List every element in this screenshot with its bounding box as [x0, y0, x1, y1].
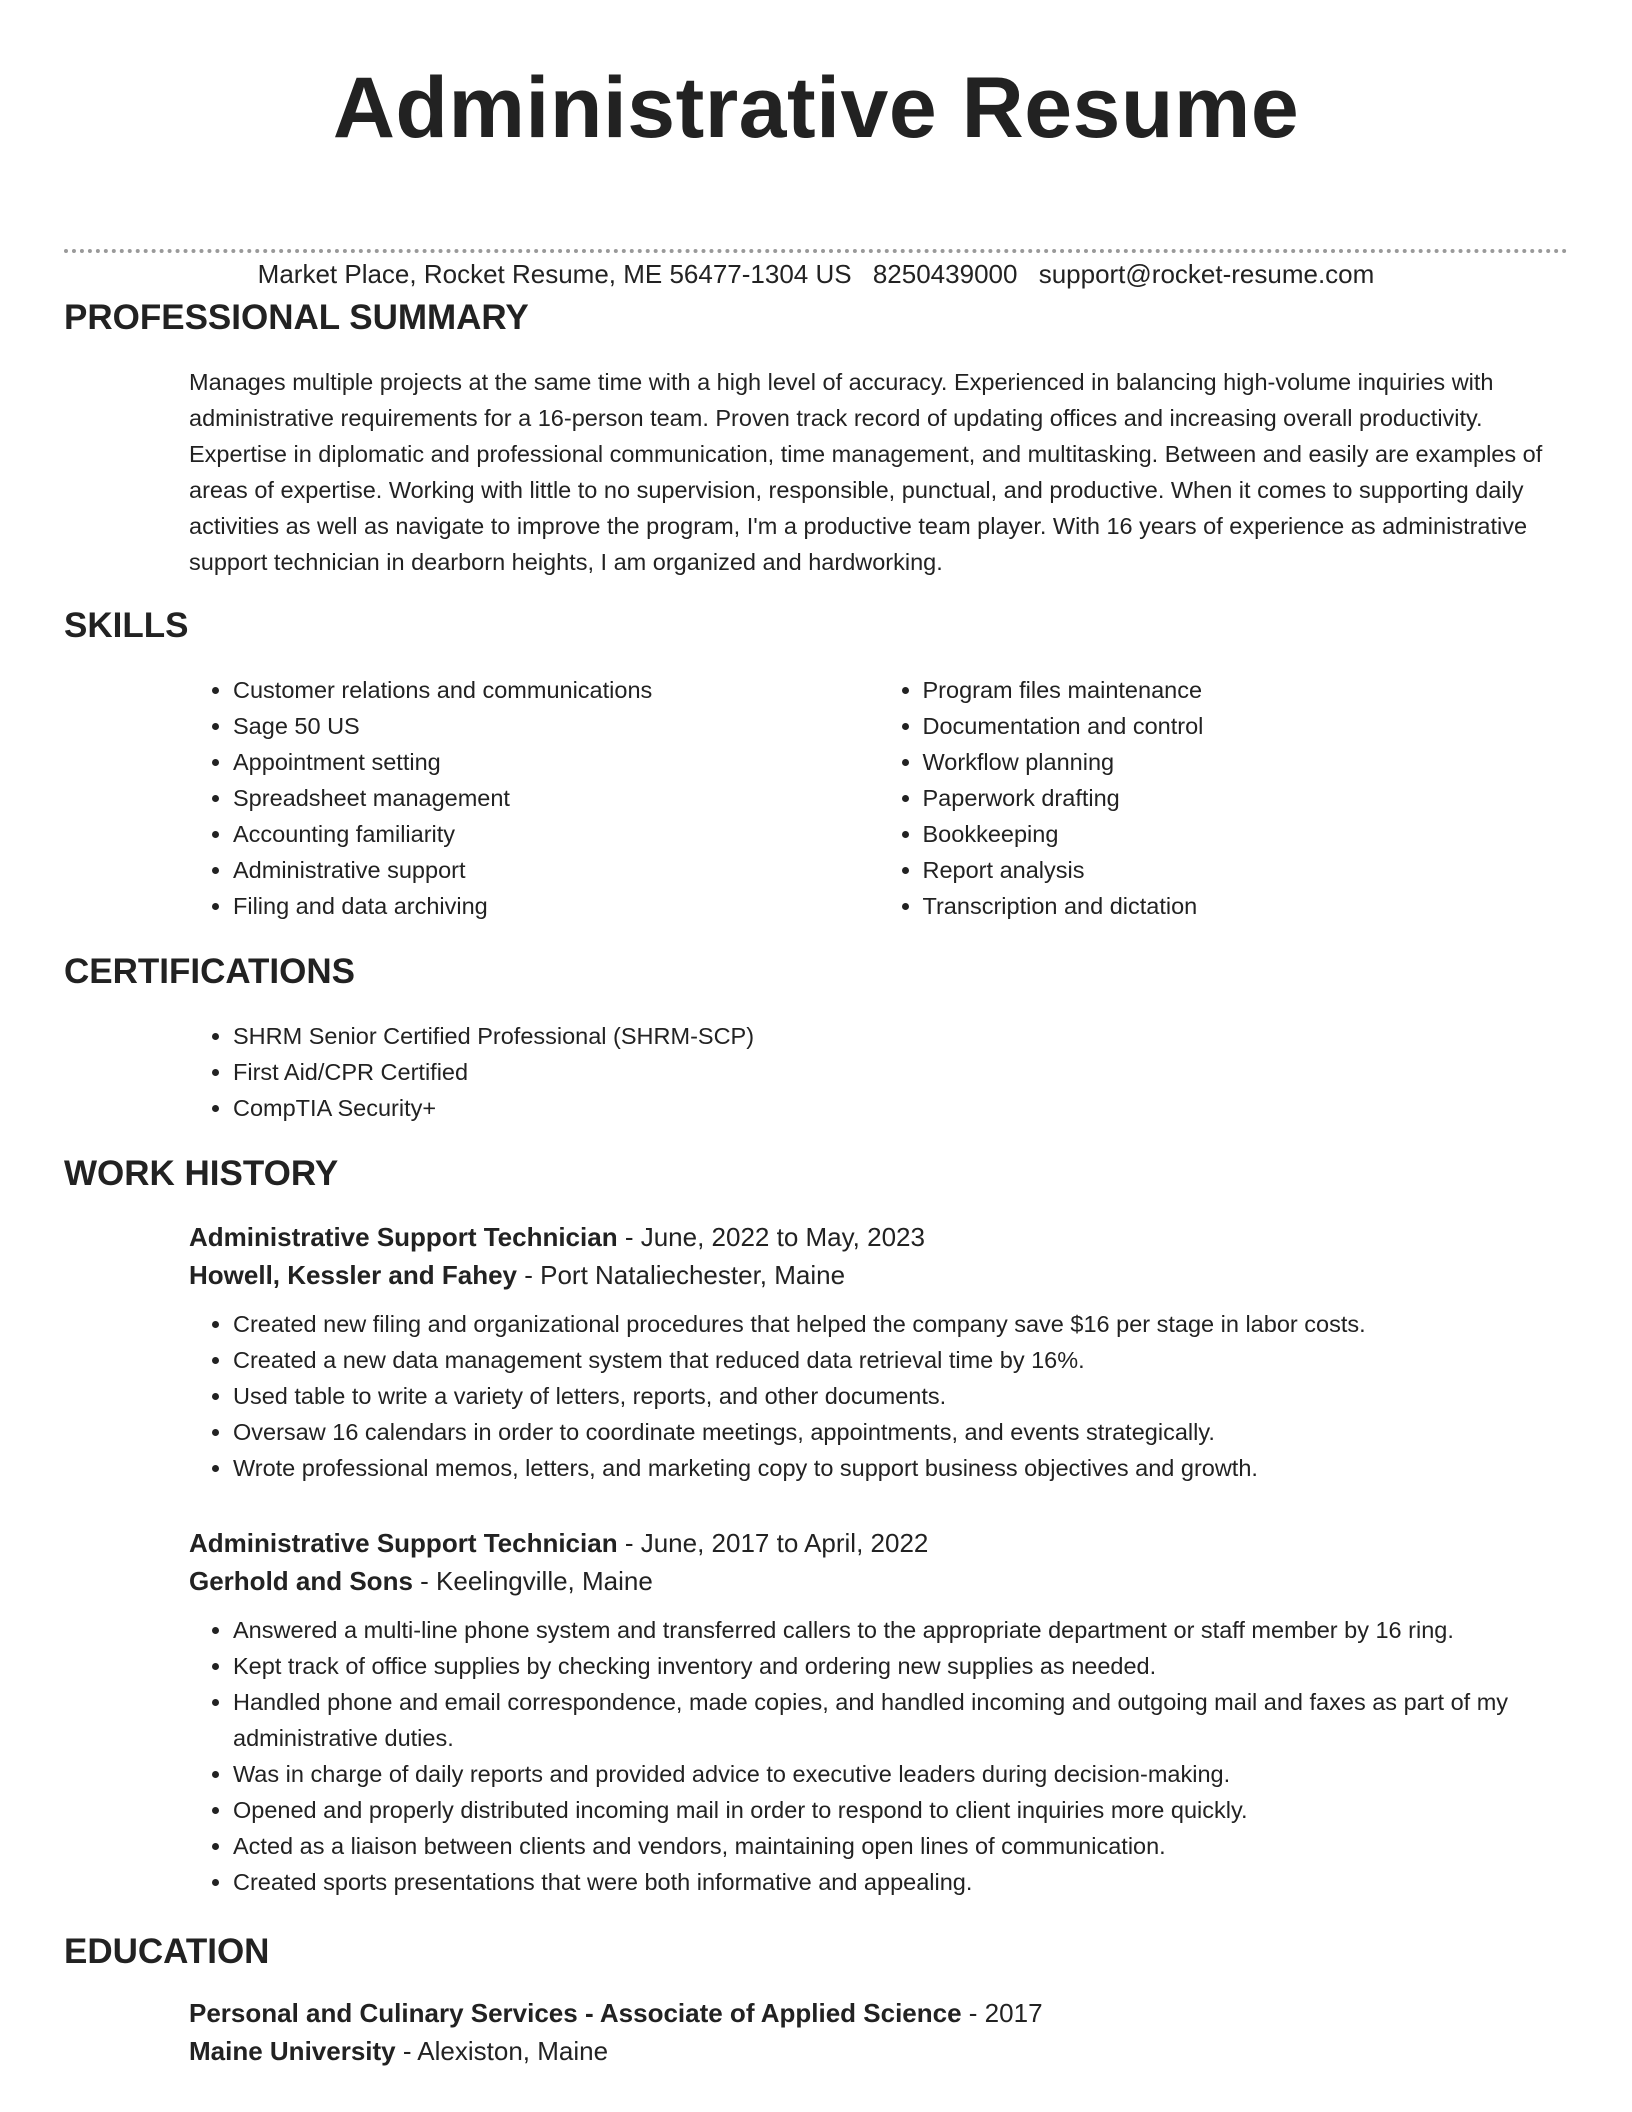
skill-item: • Accounting familiarity: [233, 816, 879, 852]
job-dates: - June, 2022 to May, 2023: [617, 1222, 925, 1252]
job-bullet: • Was in charge of daily reports and provided advice to executive leaders during decision-making.: [233, 1756, 1568, 1792]
job-location: - Port Nataliechester, Maine: [517, 1260, 846, 1290]
job-dates: - June, 2017 to April, 2022: [617, 1528, 929, 1558]
skill-item: • Transcription and dictation: [923, 888, 1569, 924]
skill-item: • Administrative support: [233, 852, 879, 888]
job-company: Howell, Kessler and Fahey: [189, 1260, 518, 1290]
job-bullet: • Kept track of office supplies by checking inventory and ordering new supplies as needed.: [233, 1648, 1568, 1684]
job-bullet: • Opened and properly distributed incoming mail in order to respond to client inquiries more quickly.: [233, 1792, 1568, 1828]
job-company-line: [189, 1562, 1568, 1600]
job-bullet: • Handled phone and email correspondence, made copies, and handled incoming and outgoing mail and faxes as part of my administrative duties.: [233, 1684, 1568, 1756]
skill-item: • Documentation and control: [923, 708, 1569, 744]
job-bullet: • Wrote professional memos, letters, and marketing copy to support business objectives and growth.: [233, 1450, 1568, 1486]
skill-item: • Report analysis: [923, 852, 1569, 888]
job-company: Gerhold and Sons: [189, 1566, 413, 1596]
skill-item: • Workflow planning: [923, 744, 1569, 780]
skills-list-right: [879, 672, 1569, 924]
summary-title: PROFESSIONAL SUMMARY: [64, 298, 529, 337]
job-title-line: [189, 1218, 1568, 1256]
skill-item: • Paperwork drafting: [923, 780, 1569, 816]
job-bullet: • Acted as a liaison between clients and vendors, maintaining open lines of communication.: [233, 1828, 1568, 1864]
skill-item: • Appointment setting: [233, 744, 879, 780]
header-divider: [64, 249, 1568, 253]
job-title-line: [189, 1524, 1568, 1562]
contact-address: Market Place, Rocket Resume, ME 56477-1304 US: [257, 259, 852, 289]
education-year: - 2017: [961, 1998, 1043, 2028]
job-bullet: • Created a new data management system that reduced data retrieval time by 16%.: [233, 1342, 1568, 1378]
skill-item: • Spreadsheet management: [233, 780, 879, 816]
job-entry: [189, 1218, 1568, 1486]
job-company-line: [189, 1256, 1568, 1294]
job-entry: [189, 1524, 1568, 1900]
skill-item: • Customer relations and communications: [233, 672, 879, 708]
job-bullet: • Created sports presentations that were both informative and appealing.: [233, 1864, 1568, 1900]
education-entry: [189, 1994, 1568, 2070]
contact-phone: 8250439000: [872, 259, 1018, 289]
education-school-line: [189, 2032, 1568, 2070]
education-title: EDUCATION: [64, 1932, 270, 1971]
work-history-title: WORK HISTORY: [64, 1154, 339, 1193]
job-bullets: [189, 1306, 1568, 1486]
skill-item: • Bookkeeping: [923, 816, 1569, 852]
job-bullet: • Used table to write a variety of letters, reports, and other documents.: [233, 1378, 1568, 1414]
job-role: Administrative Support Technician: [189, 1222, 618, 1252]
certifications-title: CERTIFICATIONS: [64, 952, 356, 991]
certifications-list: [189, 1018, 1568, 1126]
job-bullet: • Oversaw 16 calendars in order to coordinate meetings, appointments, and events strategically.: [233, 1414, 1568, 1450]
certification-item: • First Aid/CPR Certified: [233, 1054, 1568, 1090]
certification-item: • CompTIA Security+: [233, 1090, 1568, 1126]
contact-line: [0, 258, 1632, 290]
skill-item: • Filing and data archiving: [233, 888, 879, 924]
resume-name: Administrative Resume: [332, 60, 1300, 156]
job-bullets: [189, 1612, 1568, 1900]
skills-columns: [189, 672, 1568, 924]
education-degree: Personal and Culinary Services - Associate of Applied Science: [189, 1998, 962, 2028]
certification-item: • SHRM Senior Certified Professional (SHRM-SCP): [233, 1018, 1568, 1054]
skills-title: SKILLS: [64, 606, 189, 645]
summary-text: Manages multiple projects at the same time with a high level of accuracy. Experienced in balancing high-volume inquiries with administrative requirements for a 16-person team. Proven track record of updating offices and increasing overall productivity. Expertise in diplomatic and professional communication, time management, and multitasking. Between and easily are examples of areas of expertise. Working with little to no supervision, responsible, punctual, and productive. When it comes to supporting daily activities as well as navigate to improve the program, I'm a productive team player. With 16 years of experience as administrative support technician in dearborn heights, I am organized and hardworking.: [189, 369, 1543, 575]
job-location: - Keelingville, Maine: [412, 1566, 653, 1596]
education-degree-line: [189, 1994, 1568, 2032]
contact-email: support@rocket-resume.com: [1038, 259, 1375, 289]
skill-item: • Sage 50 US: [233, 708, 879, 744]
job-role: Administrative Support Technician: [189, 1528, 618, 1558]
job-bullet: • Answered a multi-line phone system and transferred callers to the appropriate department or staff member by 16 ring.: [233, 1612, 1568, 1648]
education-location: - Alexiston, Maine: [395, 2036, 609, 2066]
certifications-block: [189, 1018, 1568, 1126]
job-bullet: • Created new filing and organizational procedures that helped the company save $16 per stage in labor costs.: [233, 1306, 1568, 1342]
skill-item: • Program files maintenance: [923, 672, 1569, 708]
skills-list-left: [189, 672, 879, 924]
education-school: Maine University: [189, 2036, 396, 2066]
